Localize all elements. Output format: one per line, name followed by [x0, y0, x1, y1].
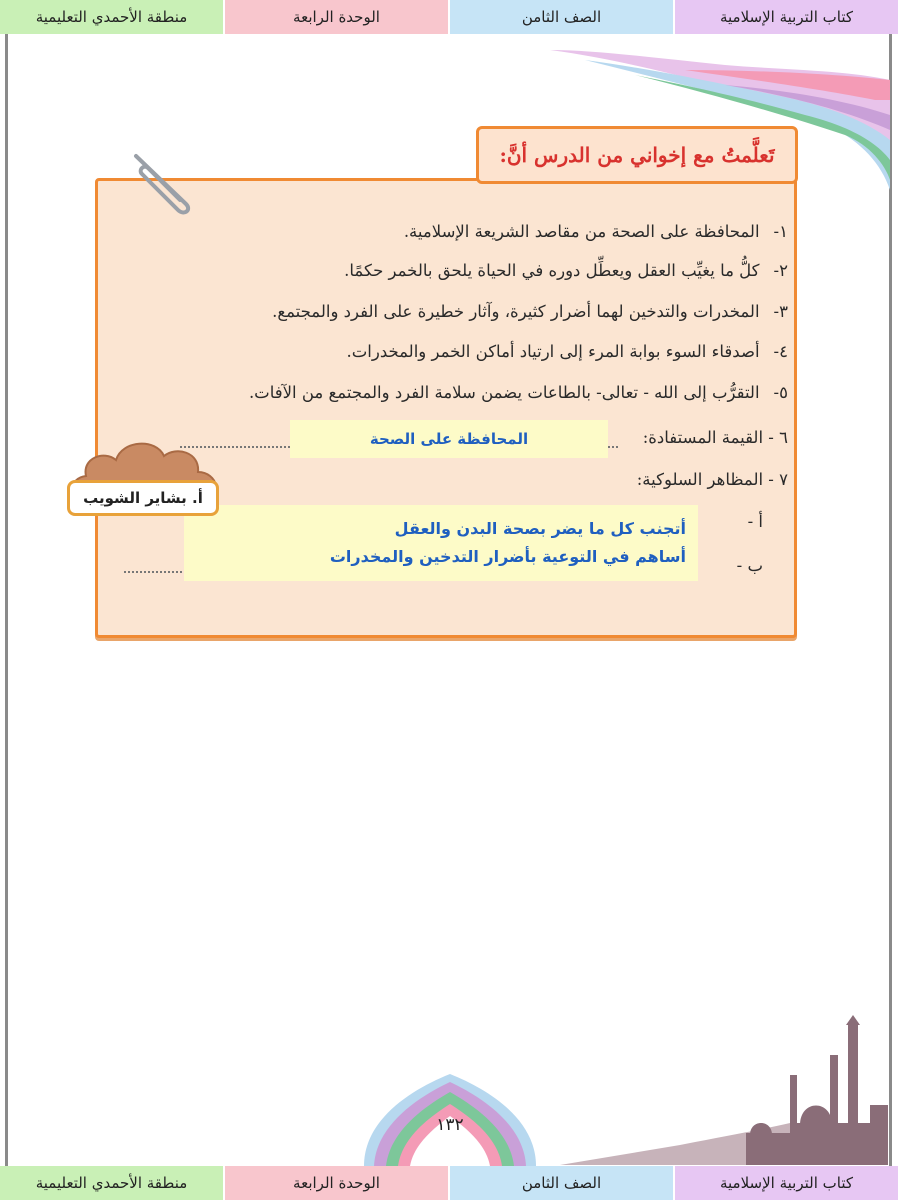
- lesson-item: [344, 261, 788, 280]
- lesson-title-tab: [476, 126, 798, 184]
- behavior-label: ٧ - المظاهر السلوكية:: [636, 470, 788, 489]
- value-label: ٦ - القيمة المستفادة:: [642, 428, 788, 447]
- item-text: كلُّ ما يغيِّب العقل ويعطِّل دوره في الحياة يلحق بالخمر حكمًا.: [344, 261, 760, 280]
- item-text: المخدرات والتدخين لهما أضرار كثيرة، وآثار خطيرة على الفرد والمجتمع.: [272, 302, 760, 321]
- lesson-title: تَعلَّمتُ مع إخواني من الدرس أنَّ:: [499, 143, 775, 167]
- lesson-item: [346, 342, 788, 361]
- behavior-answer-a: أتجنب كل ما يضر بصحة البدن والعقل: [394, 519, 686, 538]
- value-answer: المحافظة على الصحة: [369, 430, 529, 448]
- page-number: ١٣٢: [436, 1115, 464, 1135]
- behavior-b-marker: ب -: [736, 556, 763, 575]
- lesson-item: [249, 383, 788, 402]
- behavior-answer-b: أساهم في التوعية بأضرار التدخين والمخدرات: [329, 547, 686, 566]
- item-number: ١-: [773, 222, 788, 241]
- header-bar: [0, 0, 900, 34]
- paperclip-icon: [128, 148, 198, 218]
- footer-region: منطقة الأحمدي التعليمية: [0, 1166, 225, 1200]
- footer-book: كتاب التربية الإسلامية: [675, 1166, 900, 1200]
- lesson-item: [272, 302, 788, 321]
- item-number: ٣-: [773, 302, 788, 321]
- item-text: المحافظة على الصحة من مقاصد الشريعة الإسلامية.: [403, 222, 760, 241]
- item-number: ٥-: [773, 383, 788, 402]
- behavior-answer-box[interactable]: [184, 505, 698, 581]
- footer-unit: الوحدة الرابعة: [225, 1166, 450, 1200]
- mosque-silhouette-icon: [560, 1015, 892, 1165]
- footer-bar: [0, 1166, 900, 1200]
- lesson-item: [404, 222, 788, 241]
- behavior-a-marker: أ -: [747, 512, 763, 531]
- header-grade: الصف الثامن: [450, 0, 675, 34]
- header-book: كتاب التربية الإسلامية: [675, 0, 900, 34]
- item-text: أصدقاء السوء بوابة المرء إلى ارتياد أماكن الخمر والمخدرات.: [346, 342, 760, 361]
- right-border: [889, 34, 892, 1166]
- item-number: ٢-: [773, 261, 788, 280]
- author-badge: [64, 430, 228, 534]
- header-unit: الوحدة الرابعة: [225, 0, 450, 34]
- header-region: منطقة الأحمدي التعليمية: [0, 0, 225, 34]
- item-number: ٤-: [773, 342, 788, 361]
- footer-grade: الصف الثامن: [450, 1166, 675, 1200]
- left-border: [5, 34, 8, 1166]
- author-name: أ. بشاير الشويب: [67, 480, 219, 516]
- item-text: التقرُّب إلى الله - تعالى- بالطاعات يضمن سلامة الفرد والمجتمع من الآفات.: [248, 383, 760, 402]
- value-answer-box[interactable]: [290, 420, 608, 458]
